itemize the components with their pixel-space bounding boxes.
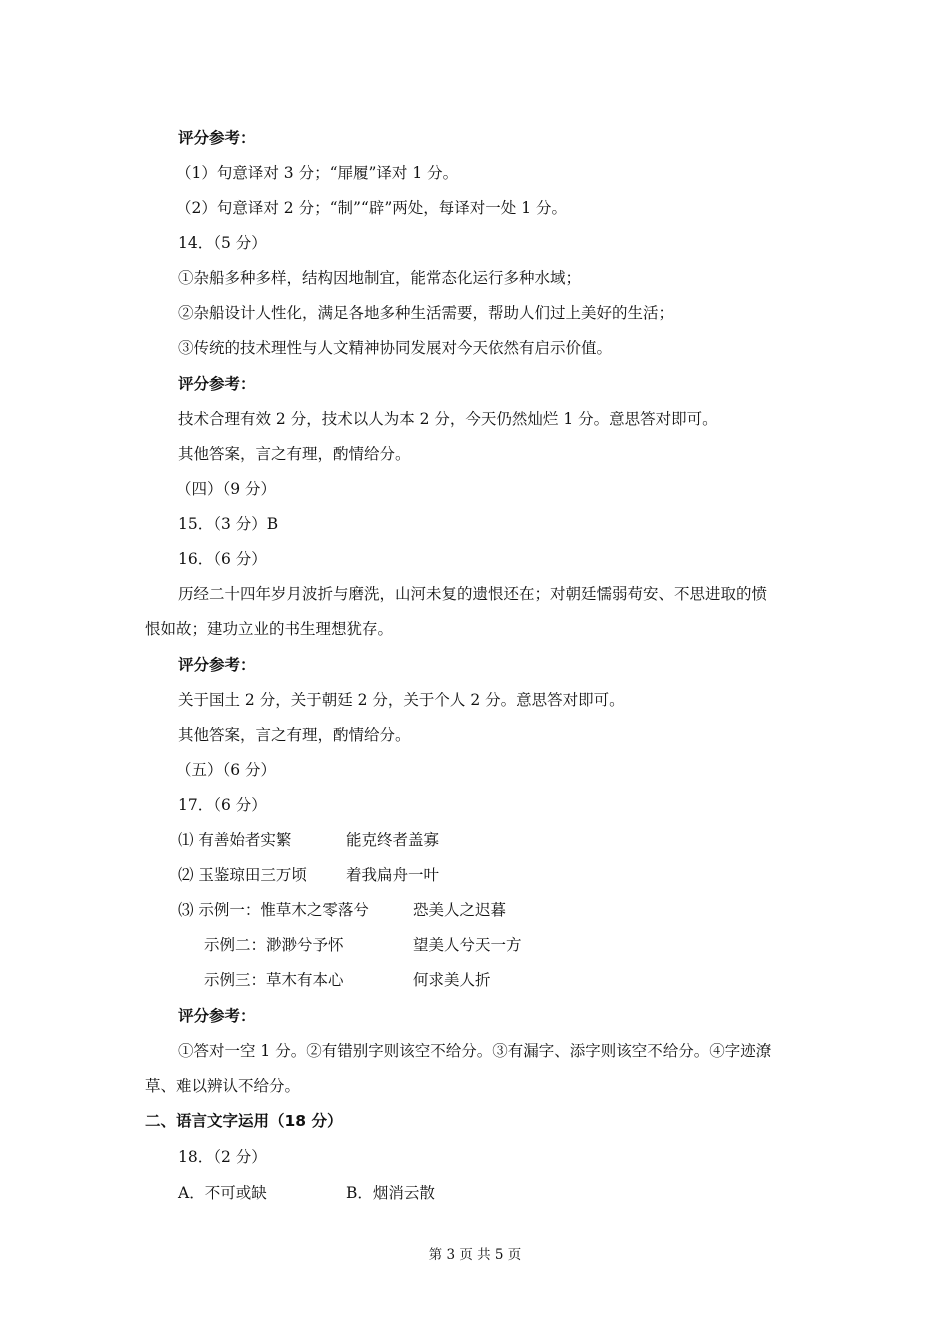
question-18-label: 18．（2 分） [178, 1148, 267, 1166]
answer-17-3-example-2-first: 示例二：渺渺兮予怀 [204, 936, 344, 954]
answer-17-3-example-2-second: 望美人兮天一方 [413, 936, 522, 954]
scoring-17-detail-line-2: 草、难以辨认不给分。 [145, 1077, 301, 1095]
answer-14-point-1: ①杂船多种多样，结构因地制宜，能常态化运行多种水域； [178, 269, 582, 287]
scoring-item-1: （1）句意译对 3 分；“屝履”译对 1 分。 [176, 164, 459, 182]
answer-18-option-a: A．不可或缺 [178, 1184, 267, 1202]
answer-17-1-second: 能克终者盖寡 [346, 831, 440, 849]
answer-17-2-second: 着我扁舟一叶 [346, 866, 440, 884]
answer-17-2-first: ⑵ 玉鉴琼田三万顷 [178, 866, 307, 884]
answer-17-3-example-3-second: 何求美人折 [413, 971, 491, 989]
section-5-label: （五）（6 分） [176, 761, 277, 779]
scoring-reference-heading-3: 评分参考： [178, 656, 256, 674]
scoring-14-other: 其他答案，言之有理，酌情给分。 [178, 445, 411, 463]
scoring-item-2: （2）句意译对 2 分；“制”“辟”两处，每译对一处 1 分。 [176, 199, 567, 217]
question-17-label: 17．（6 分） [178, 796, 267, 814]
scoring-16-detail: 关于国土 2 分，关于朝廷 2 分，关于个人 2 分。意思答对即可。 [178, 691, 625, 709]
question-14-label: 14．（5 分） [178, 234, 267, 252]
answer-16-line-2: 恨如故；建功立业的书生理想犹存。 [145, 620, 394, 638]
answer-14-point-3: ③传统的技术理性与人文精神协同发展对今天依然有启示价值。 [178, 339, 613, 357]
answer-17-1-first: ⑴ 有善始者实繁 [178, 831, 292, 849]
section-4-label: （四）（9 分） [176, 480, 277, 498]
answer-17-3-example-1-second: 恐美人之迟暮 [413, 901, 507, 919]
part-2-heading: 二、语言文字运用（18 分） [145, 1112, 343, 1130]
scoring-reference-heading-2: 评分参考： [178, 375, 256, 393]
answer-14-point-2: ②杂船设计人性化，满足各地多种生活需要，帮助人们过上美好的生活； [178, 304, 675, 322]
answer-17-3-example-1-first: ⑶ 示例一：惟草木之零落兮 [178, 901, 369, 919]
page-footer: 第 3 页 共 5 页 [428, 1247, 522, 1263]
scoring-17-detail-line-1: ①答对一空 1 分。②有错别字则该空不给分。③有漏字、添字则该空不给分。④字迹潦 [178, 1042, 772, 1060]
answer-17-3-example-3-first: 示例三：草木有本心 [204, 971, 344, 989]
scoring-14-detail: 技术合理有效 2 分，技术以人为本 2 分，今天仍然灿烂 1 分。意思答对即可。 [178, 410, 718, 428]
scoring-16-other: 其他答案，言之有理，酌情给分。 [178, 726, 411, 744]
answer-18-option-b: B．烟消云散 [346, 1184, 435, 1202]
question-15-answer: 15．（3 分）B [178, 515, 279, 533]
scoring-reference-heading-4: 评分参考： [178, 1007, 256, 1025]
scoring-reference-heading-1: 评分参考： [178, 129, 256, 147]
question-16-label: 16．（6 分） [178, 550, 267, 568]
answer-16-line-1: 历经二十四年岁月波折与磨洗，山河未复的遗恨还在；对朝廷懦弱苟安、不思进取的愤 [178, 585, 768, 603]
